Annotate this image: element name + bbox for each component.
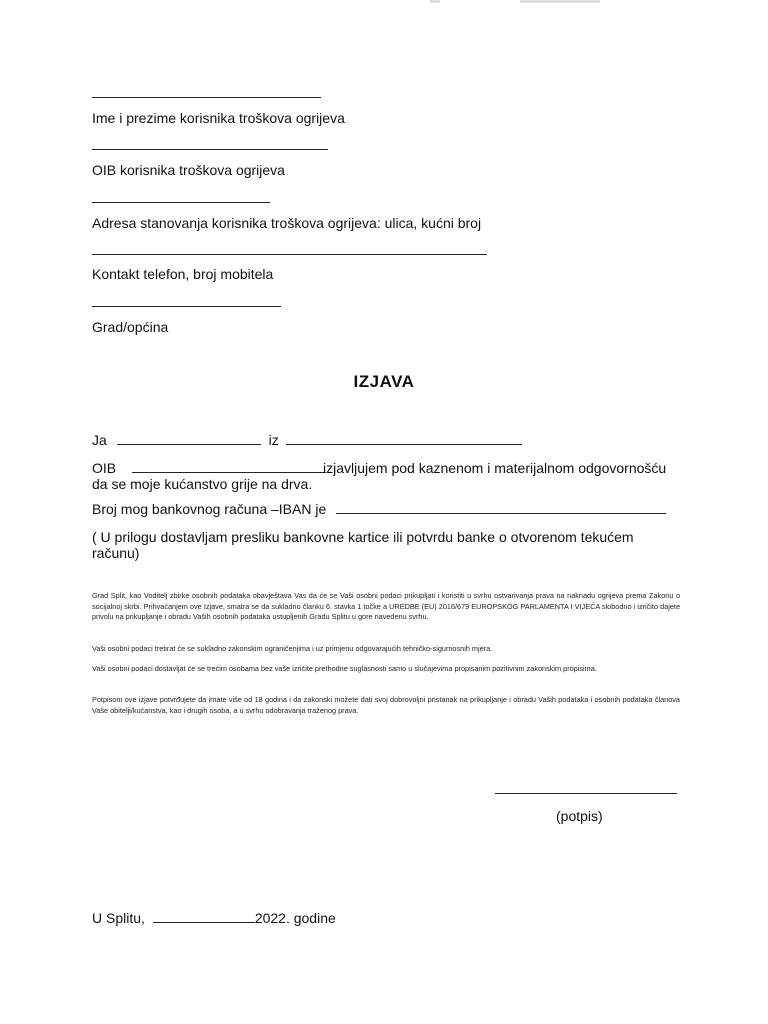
ja-label: Ja: [92, 432, 107, 448]
iz-place-input-line[interactable]: [286, 432, 522, 445]
signature-label: (potpis): [556, 808, 603, 824]
oib-label: OIB: [92, 460, 117, 476]
date-input-line[interactable]: [153, 910, 255, 923]
footer-place: U Splitu,: [92, 910, 145, 926]
statement-ja-row: [92, 432, 522, 448]
phone-field-label: Kontakt telefon, broj mobitela: [92, 266, 274, 282]
footer-year: 2022. godine: [254, 910, 336, 926]
scan-artifact: [430, 0, 440, 3]
address-field-line[interactable]: [92, 202, 270, 203]
privacy-paragraph-3: Vaši osobni podaci dostavljat će se trećim osobama bez vaše izričite prethodne suglasnosti samo u slučajevima propisanim pozitivnim zakonskim propisima.: [92, 664, 597, 673]
signature-line[interactable]: [495, 793, 677, 794]
statement-oib-row: [92, 460, 326, 476]
privacy-paragraph-4: Potpisom ove izjave potvrđujete da imate više od 18 godina i da zakonski možete dati svoj dobrovoljni pristanak na prikupljanje i obradu Vaših podataka i osobnih podataka članova Vaše obitelji/kućanstva, kao i drugih osoba, a u svrhu odobravanja traženog prava.: [92, 695, 680, 715]
iban-label: Broj mog bankovnog računa –IBAN je: [92, 501, 327, 517]
city-field-label: Grad/općina: [92, 319, 169, 335]
oib-input-line[interactable]: [132, 460, 326, 473]
ja-name-input-line[interactable]: [117, 432, 261, 445]
oib-field-label: OIB korisnika troškova ogrijeva: [92, 162, 285, 178]
iban-input-line[interactable]: [336, 501, 666, 514]
attachment-line1: ( U prilogu dostavljam presliku bankovne kartice ili potvrdu banke o otvorenom tekućem: [92, 529, 634, 545]
oib-field-line[interactable]: [92, 149, 328, 150]
statement-iban-row: [92, 501, 666, 517]
iz-label: iz: [268, 432, 279, 448]
privacy-paragraph-2: Vaši osobni podaci tretirat će se sukladno zakonskim ograničenjima i uz primjenu odgovarajućih tehničko-sigurnosnih mjera.: [92, 644, 493, 653]
phone-field-line[interactable]: [92, 254, 487, 255]
document-title: IZJAVA: [353, 372, 415, 391]
footer-date-row: [92, 910, 336, 926]
name-field-label: Ime i prezime korisnika troškova ogrijeva: [92, 110, 345, 126]
attachment-line2: računu): [92, 545, 140, 561]
address-field-label: Adresa stanovanja korisnika troškova ogrijeva: ulica, kućni broj: [92, 215, 482, 231]
name-field-line[interactable]: [92, 97, 321, 98]
declare-line1: izjavljujem pod kaznenom i materijalnom odgovornošću: [323, 460, 667, 476]
city-field-line[interactable]: [92, 306, 281, 307]
scan-artifact: [520, 0, 600, 3]
declare-line2: da se moje kućanstvo grije na drva.: [92, 476, 313, 492]
privacy-paragraph-1: Grad Split, kao Voditelj zbirke osobnih podataka obavještava Vas da će se Vaši osobni podaci prikupljati i koristiti u svrhu ostvarivanja prava na naknadu ogrijeva prema Zakonu o socijalnoj skrbi. Prihvaćanjem ove Izjave, smatra se da sukladno članku 6. stavka 1 točke a UREDBE (EU) 2016/679 EUROPSKOG PARLAMENTA I VIJEĆA slobodno i izričito dajete privolu na prikupljanje i obradu Vaših osobnih podataka ustupljenih Gradu Splitu u gore navedenu svrhu.: [92, 591, 680, 621]
